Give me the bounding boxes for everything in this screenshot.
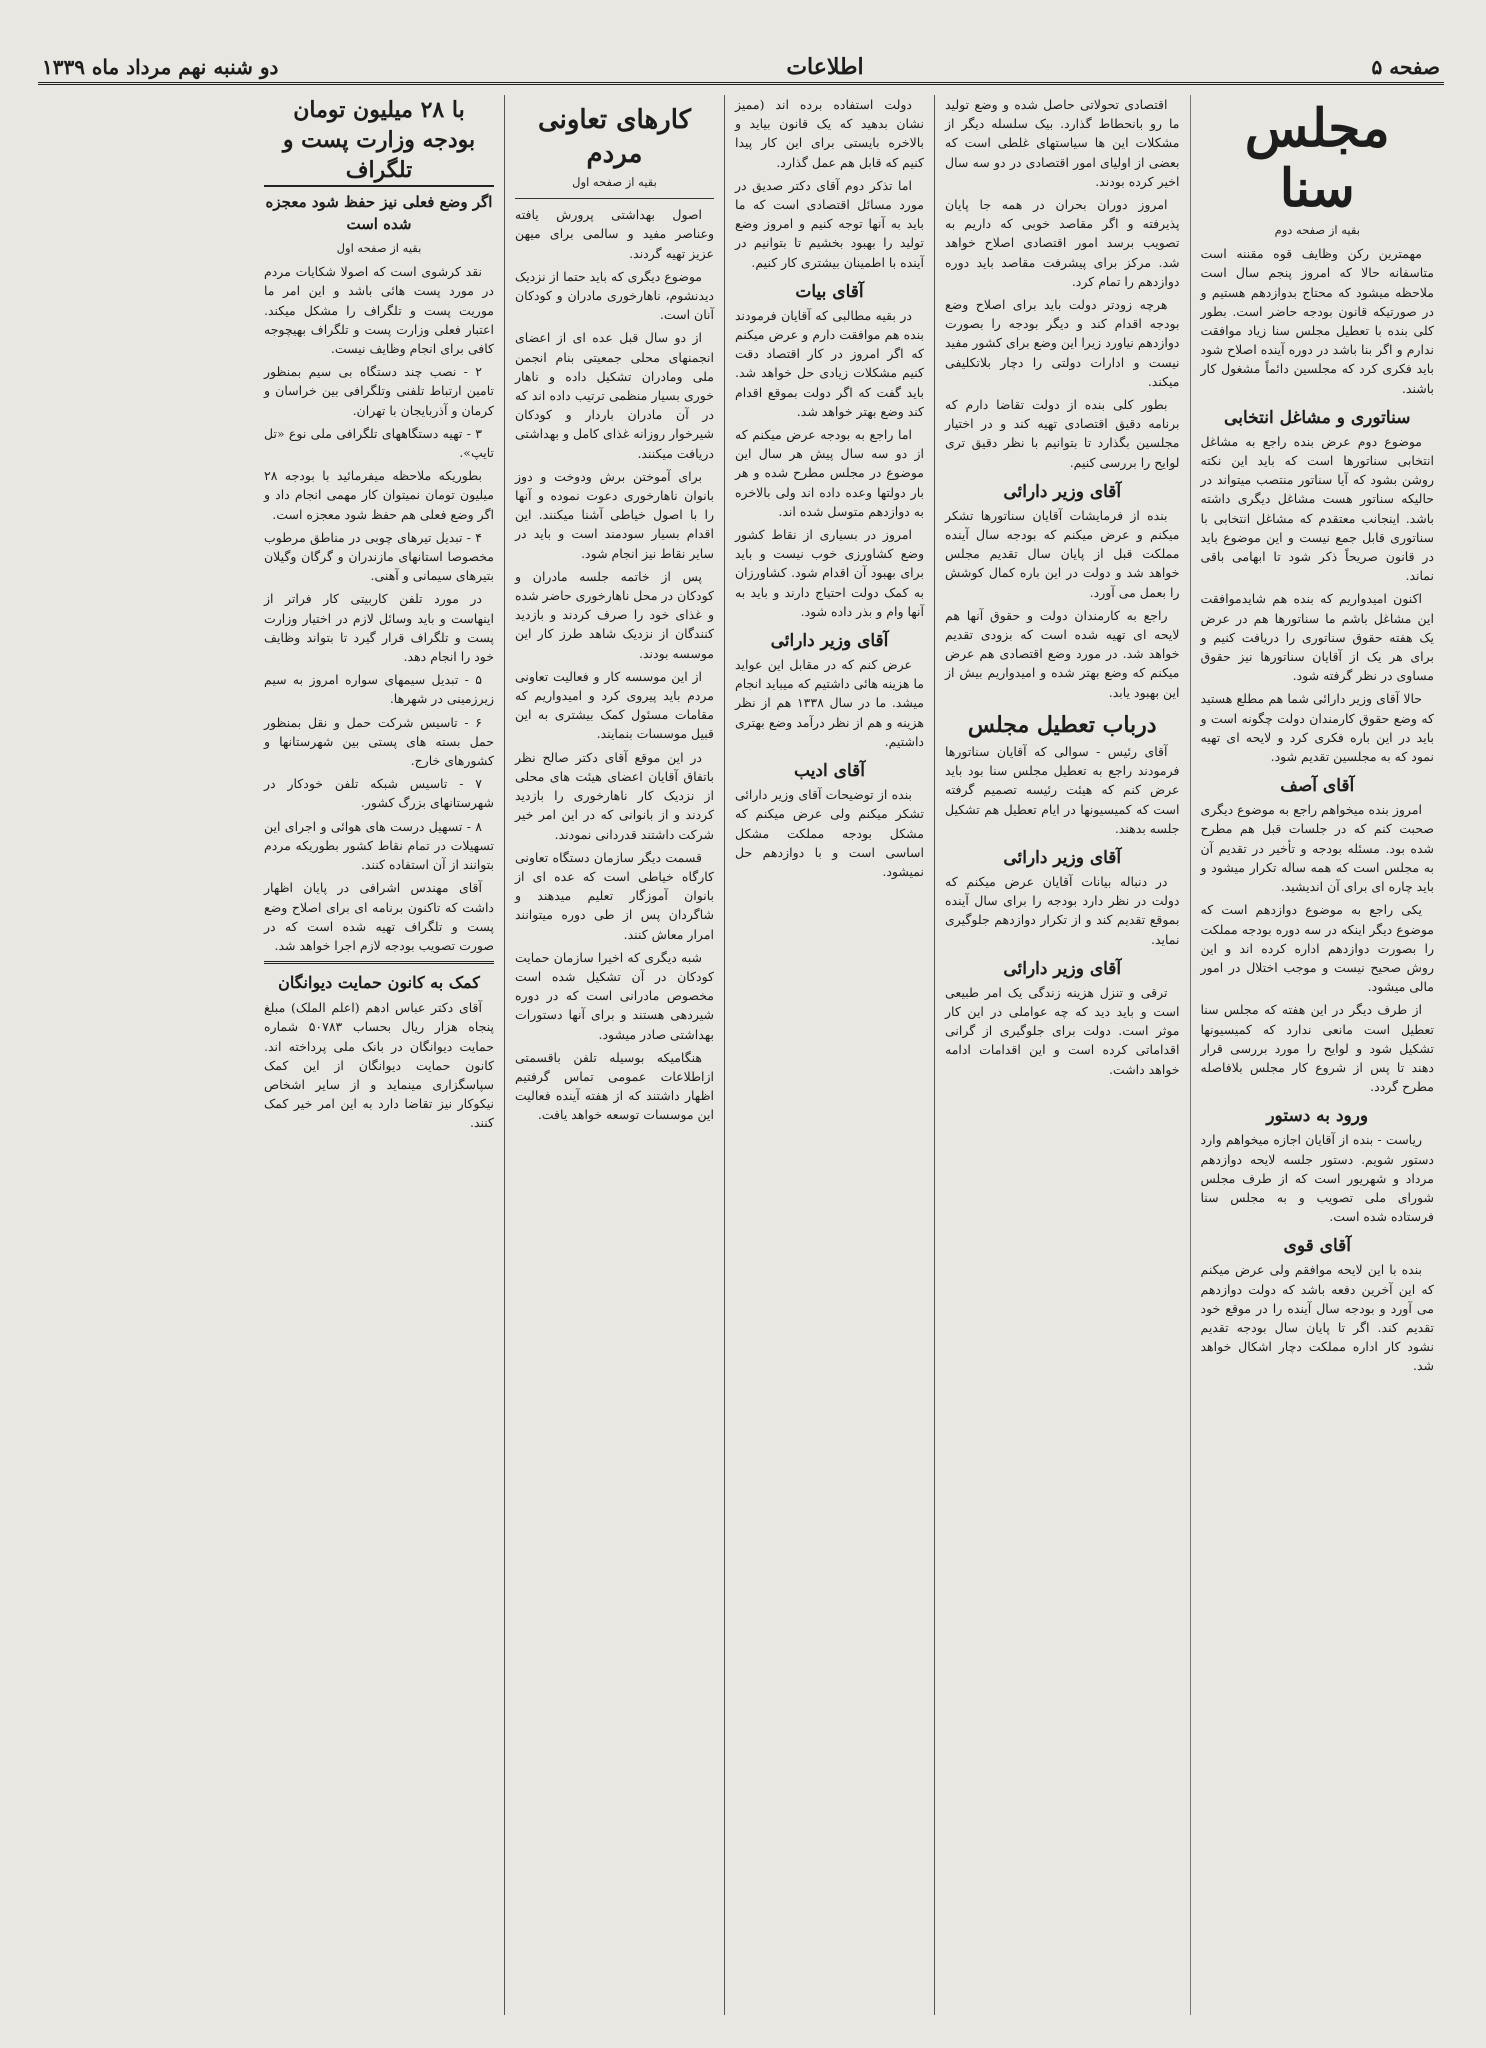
debate-subhead-1: آقای وزیر دارائی [1003, 481, 1122, 502]
debate-para: راجع به کارمندان دولت و حقوق آنها هم لایحه ای تهیه شده است که بزودی تقدیم خواهد شد. در مورد وضع اقتصادی هم عرض میکنم که وضع بهتر شده و امیدواریم بیش از این بهبود یابد. [945, 607, 1180, 700]
ptt-para: ۵ - تبدیل سیمهای سواره امروز به سیم زیرزمینی در شهرها. [264, 672, 494, 707]
ptt-continued: بقیه از صفحه اول [336, 241, 422, 255]
ptt-para: ۳ - تهیه دستگاههای تلگرافی ملی نوع «تل تایپ». [264, 425, 494, 461]
senate-para: یکی راجع به موضوع دوازدهم است که موضوع دیگر اینکه در سه دوره بودجه مملکت را بصورت دوازدهم اداره کرده اند و این روش صحیح نیست و موجب اختلال در امور مالی میشود. [1200, 902, 1434, 995]
running-header [38, 52, 1444, 85]
coop-para: پس از خاتمه جلسه مادران و کودکان در محل ناهارخوری حاضر شده و غذای خود را صرف کردند و بازدید کنندگان از نزدیک شاهد طرز کار این موسسه بودند. [515, 568, 714, 661]
coop-continued: بقیه از صفحه اول [572, 175, 657, 189]
senate-subhead-4: آقای قوی [1283, 1236, 1351, 1257]
newspaper-name: اطلاعات [786, 54, 864, 80]
senate-para: حالا آقای وزیر دارائی شما هم مطلع هستید که وضع حقوق کارمندان دولت چگونه است و باید در این باره فکری کرد و لایحه ای تهیه نمود که به مجلسین تقدیم شود. [1200, 691, 1434, 765]
middle-para: عرض کنم که در مقابل این عواید ما هزینه هائی داشتیم که میباید انجام میشد. ما در سال ۱۳۳۸ هم از نظر هزینه و هم از نظر درآمد وضع بهتری داشتیم. [735, 657, 924, 749]
debate-para: در دنباله بیانات آقایان عرض میکنم که دولت در نظر دارد بودجه را برای سال آینده بموقع تقدیم کند و از تکرار دوازدهم جلوگیری نماید. [945, 873, 1180, 947]
middle-subhead-2: آقای وزیر دارائی [770, 631, 889, 652]
debate-para: بنده از فرمایشات آقایان سناتورها تشکر میکنم و عرض میکنم که بودجه سال آینده مملکت قبل از پایان سال تقدیم مجلس خواهد شد و دولت در این باره کمال کوشش را بعمل می آورد. [945, 507, 1180, 600]
senate-subhead-2: آقای آصف [1280, 776, 1355, 797]
coop-para: هنگامیکه بوسیله تلفن باقسمتی ازاطلاعات عمومی تماس گرفتیم اظهار داشتند که از هفته آینده فعالیت این موسسات توسعه خواهد یافت. [515, 1049, 714, 1123]
coop-para: قسمت دیگر سازمان دستگاه تعاونی کارگاه خیاطی است که عده ای از بانوان آموزگار تعلیم میدهند و شاگردان پس از طی دوره میتوانند امرار معاش کنند. [515, 849, 714, 942]
ptt-subtitle: اگر وضع فعلی نیز حفظ شود معجزه شده است [265, 193, 493, 233]
middle-column [724, 95, 934, 2015]
middle-para: امروز در بسیاری از نقاط کشور وضع کشاورزی خوب نیست و باید برای بهبود آن اقدام شود. کشاورزان به کمک دولت احتیاج دارند و باید به آنها وام و بذر داده شود. [735, 527, 924, 619]
senate-section [934, 95, 1444, 2015]
ptt-para: ۸ - تسهیل درست های هوائی و اجرای این تسهیلات در تمام نقاط کشور بطوریکه مردم بتوانند از آن استفاده کنند. [264, 818, 494, 873]
issue-date: دو شنبه نهم مرداد ماه ۱۳۳۹ [42, 55, 279, 79]
senate-para: ریاست - بنده از آقایان اجازه میخواهم وارد دستور شویم. دستور جلسه لایحه دوازدهم مرداد و شهریور است که از طرف مجلس شورای ملی تصویب و به مجلس سنا فرستاده شده است. [1200, 1132, 1434, 1225]
debate-intro: اقتصادی تحولاتی حاصل شده و وضع تولید ما رو بانحطاط گذارد. بیک سلسله دیگر از مشکلات این ها سیاستهای غلطی است که بعضی از اولیای امور اقتصادی در دو سه سال اخیر کرده بودند. [945, 97, 1180, 189]
coop-para: از دو سال قبل عده ای از اعضای انجمنهای محلی جمعیتی بنام انجمن ملی ومادران تشکیل داده و ناهار خوری بسیار منظمی ترتیب داده اند که در آن مادران باردار و کودکان شیرخوار روزانه غذای کامل و بهداشتی دریافت میکنند. [515, 330, 714, 461]
middle-para: اما راجع به بودجه عرض میکنم که از دو سه سال پیش هر سال این موضوع در مجلس مطرح شده و هر بار دولتها وعده داده اند ولی بالاخره به دوازدهم متوسل شده اند. [735, 427, 924, 519]
divider [515, 198, 714, 199]
senate-title: مجلس سنا [1244, 98, 1390, 219]
ptt-para: در مورد تلفن کاربیتی کار فراتر از اینهاست و باید وسائل لازم در اختیار وزارت پست و تلگراف قرار گیرد تا بتواند وظایف خود را انجام دهد. [264, 591, 494, 665]
senate-para: بنده با این لایحه موافقم ولی عرض میکنم که این آخرین دفعه باشد که دولت دوازدهم می آورد و بودجه سال آینده را در موقع خود تقدیم کند. اگر تا پایان سال بودجه تقدیم نشود کار اداره مملکت دچار اشکال خواهد شد. [1200, 1262, 1434, 1374]
senate-para: از طرف دیگر در این هفته که مجلس سنا تعطیل است مانعی ندارد که کمیسیونها تشکیل شود و لوایح را مورد بررسی قرار دهند تا پس از شروع کار مجلس بلافاصله مطرح گردد. [1200, 1002, 1434, 1095]
ptt-banner: با ۲۸ میلیون تومان بودجه وزارت پست و تلگراف [264, 95, 494, 187]
senate-column-right [1190, 95, 1445, 2015]
ptt-para: ۶ - تاسیس شرکت حمل و نقل بمنظور حمل بسته های پستی بین شهرستانها و کشورهای خارج. [264, 714, 494, 769]
page-number: صفحه ۵ [1371, 55, 1440, 79]
senate-column-left [935, 95, 1190, 2015]
debate-para: ترقی و تنزل هزینه زندگی یک امر طبیعی است و باید دید که چه عواملی در این کار موثر است. دولت برای جلوگیری از گرانی اقداماتی کرده است و این اقدامات ادامه خواهد داشت. [945, 984, 1180, 1077]
debate-para: آقای رئیس - سوالی که آقایان سناتورها فرمودند راجع به تعطیل مجلس سنا بود باید عرض کنم که هیئت رئیسه تصمیم گرفته است که کمیسیونها در ایام تعطیل هم تشکیل جلسه بدهند. [945, 743, 1180, 836]
divider [264, 961, 494, 964]
ptt-para: نقد کرشوی است که اصولا شکایات مردم در مورد پست هائی باشد و این امر ما موریت پست و تلگراف را مشکل میکند. اعتبار فعلی وزارت پست و تلگراف بهیچوجه کافی برای انجام وظایف نیست. [264, 264, 494, 357]
senate-intro: مهمترین رکن وظایف قوه مقننه است متاسفانه حالا که امروز پنجم سال است ملاحظه میشود که محتاج بدوازدهم هستیم و در صورتیکه قانون بودجه حاضر است. بطور کلی بنده با تعطیل مجلس سنا زیاد موافقت ندارم و اگر بنا باشد در دوره آینده اصلاح شود باید فکری کرد که مجلسین دائماً مشغول کار باشند. [1200, 246, 1434, 396]
coop-para: شبه دیگری که اخیرا سازمان حمایت کودکان در آن تشکیل شده است مخصوص مادرانی است که در دوره شیردهی هستند و برای آنها دستورات بهداشتی صادر میشود. [515, 949, 714, 1042]
senate-para: اکنون امیدواریم که بنده هم شایدموافقت این مشاغل باشم ما سناتورها هم در عرض یک هفته حقوق سناتوری را دریافت کنیم و برای هر یک از آقایان سناتورها نیز حقوق مساوی در نظر گرفته شود. [1200, 591, 1434, 684]
ptt-column [254, 95, 504, 2015]
ptt-para: ۲ - نصب چند دستگاه بی سیم بمنظور تامین ارتباط تلفنی وتلگرافی بین خراسان و کرمان و آذربایجان با تهران. [264, 364, 494, 418]
debate-subhead-4: آقای وزیر دارائی [1003, 958, 1122, 979]
coop-para: اصول بهداشتی پرورش یافته وعناصر مفید و سالمی برای میهن عزیز تهیه گردند. [515, 207, 714, 261]
charity-title: کمک به کانون حمایت دیوانگان [278, 973, 480, 993]
ptt-para: ۴ - تبدیل تیرهای چوبی در مناطق مرطوب مخصوصا استانهای مازندران و گرگان وگیلان بتیرهای سیمانی و آهنی. [264, 529, 494, 584]
senate-subhead-3: ورود به دستور [1266, 1106, 1369, 1127]
middle-para: بنده از توضیحات آقای وزیر دارائی تشکر میکنم ولی عرض میکنم که مشکل بودجه مملکت مشکل اساسی است و با دوازدهم حل نمیشود. [735, 787, 924, 879]
debate-para: امروز دوران بحران در همه جا پایان پذیرفته و اگر مقاصد خوبی که داریم به تصویب برسد امور اقتصادی اصلاح خواهد شد. مرکز برای پیشرفت مقاصد باید دوره دوازدهم را تمام کرد. [945, 197, 1180, 289]
middle-para: اما تذکر دوم آقای دکتر صدیق در مورد مسائل اقتصادی است که ما باید به آنها توجه کنیم و امروز وضع تولید را بهبود بخشیم تا بتوانیم در آینده با اطمینان بیشتری کار کنیم. [735, 177, 924, 270]
ptt-para: بطوریکه ملاحظه میفرمائید با بودجه ۲۸ میلیون تومان نمیتوان کار مهمی انجام داد و اگر وضع فعلی هم حفظ شود معجزه است. [264, 468, 494, 522]
ptt-para: آقای مهندس اشرافی در پایان اظهار داشت که تاکنون برنامه ای برای اصلاح وضع پست و تلگراف تهیه شده است که در صورت تصویب بودجه لازم اجرا خواهد شد. [264, 880, 494, 953]
senate-para: امروز بنده میخواهم راجع به موضوع دیگری صحبت کنم که در جلسات قبل هم مطرح شده بود. مسئله بودجه و تأخیر در تقدیم آن به مجلس است که همه ساله تکرار میشود و باید چاره ای برای آن اندیشید. [1200, 802, 1434, 895]
debate-subhead-3: آقای وزیر دارائی [1003, 847, 1122, 868]
senate-subhead-1: سناتوری و مشاغل انتخابی [1224, 407, 1411, 428]
middle-subhead-3: آقای ادیب [794, 761, 865, 782]
coop-title: کارهای تعاونی مردم [537, 105, 692, 169]
coop-para: از این موسسه کار و فعالیت تعاونی مردم باید پیروی کرد و امیدواریم که مقامات مسئول کمک بیشتری به این قبیل موسسات بنمایند. [515, 668, 714, 742]
debate-subhead-2: درباب تعطیل مجلس [967, 711, 1157, 738]
senate-para: موضوع دوم عرض بنده راجع به مشاغل انتخابی سناتورها است که باید این نکته روشن بشود که آیا سناتور منتصب میتواند در حالیکه سناتور هست مشاغل دیگری داشته باشد. اینجانب معتقدم که مشاغل انتخابی با سناتوری قابل جمع نیست و این موضوع باید در قانون صریحاً ذکر شود تا ابهامی باقی نماند. [1200, 433, 1434, 584]
coop-para: موضوع دیگری که باید حتما از نزدیک دیدنشوم، ناهارخوری مادران و کودکان آنان است. [515, 268, 714, 323]
coop-para: برای آموختن برش ودوخت و دوز بانوان ناهارخوری دعوت نموده و آنها را با اصول خیاطی آشنا میکنند. این اقدام بسیار سودمند است و باید در سایر نقاط نیز انجام شود. [515, 468, 714, 561]
middle-subhead-1: آقای بیات [795, 281, 864, 302]
middle-para: در بقیه مطالبی که آقایان فرمودند بنده هم موافقت دارم و عرض میکنم که اگر امروز در کار اقتصاد دقت کنیم مشکلات زیادی حل خواهد شد. باید گفت که اگر دولت بموقع اقدام کند وضع بهتر خواهد شد. [735, 307, 924, 419]
senate-continued: بقیه از صفحه دوم [1274, 223, 1360, 237]
ptt-para: ۷ - تاسیس شبکه تلفن خودکار در شهرستانهای بزرگ کشور. [264, 776, 494, 811]
debate-para: هرچه زودتر دولت باید برای اصلاح وضع بودجه اقدام کند و دیگر بودجه را بصورت دوازدهم نیاورد زیرا این وضع برای کشور مفید نیست و ادارات دولتی را دچار بلاتکلیفی میکند. [945, 297, 1180, 389]
debate-para: بطور کلی بنده از دولت تقاضا دارم که برنامه دقیق اقتصادی تهیه کند و در اختیار مجلسین بگذارد تا بتوانیم با نظر دقیق تری لوایح را بررسی کنیم. [945, 397, 1180, 470]
coop-column [504, 95, 724, 2015]
charity-text: آقای دکتر عباس ادهم (اعلم الملک) مبلغ پنجاه هزار ریال بحساب ۵۰۷۸۳ شماره حمایت دیوانگان در بانک ملی پرداخته اند. کانون حمایت دیوانگان از این کمک سپاسگزاری مینماید و از سایر اشخاص نیکوکار نیز تقاضا دارد به این امر خیر کمک کنند. [264, 1000, 494, 1131]
middle-intro: دولت استفاده برده اند (ممیز نشان بدهید که یک قانون بیاید و بالاخره بایستی برای این کار پیدا کنیم که قابل هم عمل گذارد. [735, 97, 924, 170]
coop-para: در این موقع آقای دکتر صالح نظر باتفاق آقایان اعضای هیئت های محلی از نزدیک کار ناهارخوری را بازدید کردند و از بانوانی که در این امر خیر شرکت داشتند قدردانی نمودند. [515, 749, 714, 842]
article-columns [38, 95, 1444, 2015]
